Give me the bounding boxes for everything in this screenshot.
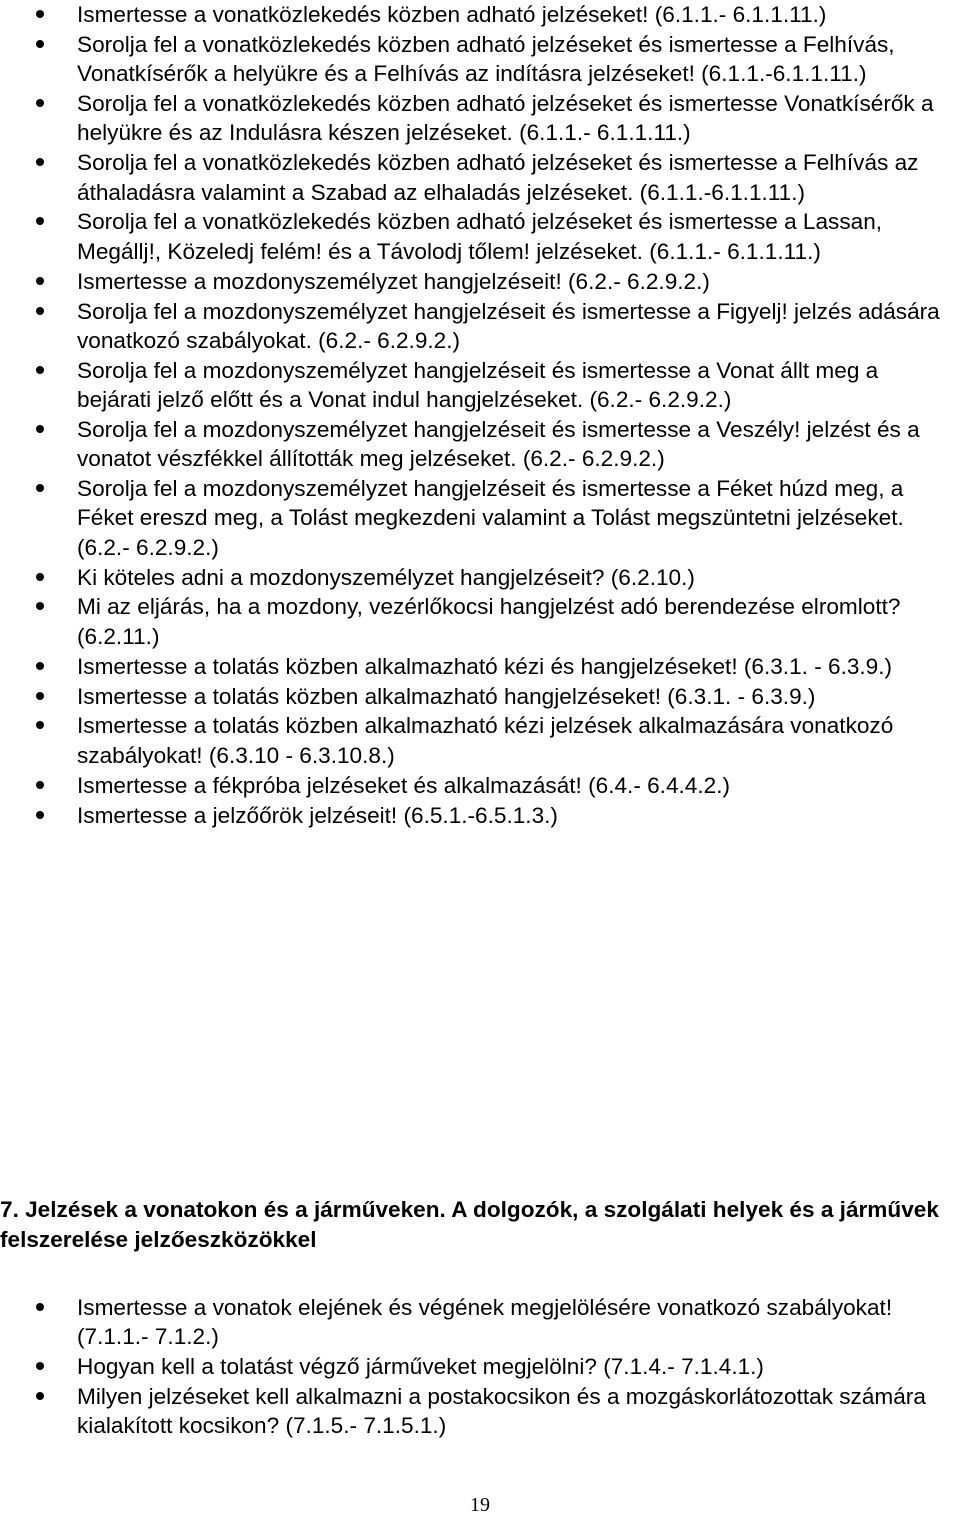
list-item-text: Ismertesse a vonatok elejének és végének megjelölésére vonatkozó szabályokat! (7.1.1.- 7.1.2.): [77, 1295, 893, 1350]
list-item-text: Sorolja fel a vonatközlekedés közben adható jelzéseket és ismertesse Vonatkísérők a helyükre és az Indulásra készen jelzéseket. (6.1.1.- 6.1.1.11.): [77, 91, 934, 146]
bullet-icon: [36, 307, 44, 315]
list-item: [0, 30, 960, 89]
list-item-text: Sorolja fel a vonatközlekedés közben adható jelzéseket és ismertesse a Lassan, Megállj!, Közeledj felém! és a Távolodj tőlem! jelzéseket. (6.1.1.- 6.1.1.11.): [77, 209, 883, 264]
bullet-icon: [36, 10, 44, 18]
bullet-icon: [36, 366, 44, 374]
bullet-icon: [36, 662, 44, 670]
bullet-icon: [36, 721, 44, 729]
bullet-icon: [36, 158, 44, 166]
list-item-text: Sorolja fel a vonatközlekedés közben adható jelzéseket és ismertesse a Felhívás, Vonatkísérők a helyükre és a Felhívás az indításra jelzéseket! (6.1.1.-6.1.1.11.): [77, 31, 895, 87]
list-item-text: Ismertesse a tolatás közben alkalmazható hangjelzéseket! (6.3.1. - 6.3.9.): [77, 683, 816, 709]
page-number: 19: [470, 1494, 490, 1516]
list-item: [0, 682, 960, 711]
list-item-text: Ismertesse a vonatközlekedés közben adható jelzéseket! (6.1.1.- 6.1.1.11.): [77, 2, 827, 27]
list-item: [0, 297, 960, 356]
list-item: [0, 356, 960, 415]
bullet-icon: [36, 1303, 44, 1311]
list-item: [0, 711, 960, 770]
question-list-section-7: [0, 1293, 960, 1441]
bullet-icon: [36, 1392, 44, 1400]
list-item-text: Ismertesse a mozdonyszemélyzet hangjelzéseit! (6.2.- 6.2.9.2.): [77, 268, 710, 294]
list-item: [0, 207, 960, 266]
list-item-text: Hogyan kell a tolatást végző járműveket megjelölni? (7.1.4.- 7.1.4.1.): [77, 1354, 764, 1380]
list-item-text: Sorolja fel a mozdonyszemélyzet hangjelzéseit és ismertesse a Féket húzd meg, a Féket ereszd meg, a Tolást megkezdeni valamint a Tolást megszüntetni jelzéseket. (6.2.- 6.2.9.2.): [77, 476, 904, 560]
list-item-text: Ismertesse a tolatás közben alkalmazható kézi jelzések alkalmazására vonatkozó szabályokat! (6.3.10 - 6.3.10.8.): [77, 713, 894, 768]
section-heading: 7. Jelzések a vonatokon és a járműveken. A dolgozók, a szolgálati helyek és a járművek felszerelése jelzőeszközökkel: [0, 1197, 939, 1252]
bullet-icon: [36, 811, 44, 819]
list-item: [0, 592, 960, 651]
list-item-text: Sorolja fel a vonatközlekedés közben adható jelzéseket és ismertesse a Felhívás az áthaladásra valamint a Szabad az elhaladás jelzéseket. (6.1.1.-6.1.1.11.): [77, 150, 919, 205]
bullet-icon: [36, 217, 44, 225]
list-item: [0, 267, 960, 296]
bullet-icon: [36, 573, 44, 581]
list-item: [0, 1293, 960, 1352]
bullet-icon: [36, 1362, 44, 1370]
list-item-text: Sorolja fel a mozdonyszemélyzet hangjelzéseit és ismertesse a Vonat állt meg a bejárati jelző előtt és a Vonat indul hangjelzéseket. (6.2.- 6.2.9.2.): [77, 357, 879, 413]
list-item-text: Ki köteles adni a mozdonyszemélyzet hangjelzéseit? (6.2.10.): [77, 564, 695, 590]
list-item: [0, 1382, 960, 1441]
list-item: [0, 771, 960, 800]
list-item: [0, 148, 960, 207]
list-item: [0, 89, 960, 148]
list-item: [0, 563, 960, 592]
bullet-icon: [36, 781, 44, 789]
bullet-icon: [36, 277, 44, 285]
list-item: [0, 652, 960, 681]
list-item-text: Ismertesse a fékpróba jelzéseket és alkalmazását! (6.4.- 6.4.4.2.): [77, 772, 731, 798]
list-item-text: Mi az eljárás, ha a mozdony, vezérlőkocsi hangjelzést adó berendezése elromlott? (6.2.11.): [77, 594, 901, 649]
list-item-text: Sorolja fel a mozdonyszemélyzet hangjelzéseit és ismertesse a Veszély! jelzést és a vonatot vészfékkel állították meg jelzéseket. (6.2.- 6.2.9.2.): [77, 416, 920, 472]
bullet-icon: [36, 484, 44, 492]
list-item: [0, 801, 960, 830]
bullet-icon: [36, 692, 44, 700]
list-item: [0, 0, 960, 29]
list-item-text: Ismertesse a tolatás közben alkalmazható kézi és hangjelzéseket! (6.3.1. - 6.3.9.): [77, 653, 893, 679]
list-item-text: Sorolja fel a mozdonyszemélyzet hangjelzéseit és ismertesse a Figyelj! jelzés adására vonatkozó szabályokat. (6.2.- 6.2.9.2.): [77, 298, 940, 353]
list-item: [0, 474, 960, 562]
bullet-icon: [36, 40, 44, 48]
list-item: [0, 1352, 960, 1381]
list-item-text: Milyen jelzéseket kell alkalmazni a postakocsikon és a mozgáskorlátozottak számára kialakított kocsikon? (7.1.5.- 7.1.5.1.): [77, 1384, 926, 1439]
bullet-icon: [36, 99, 44, 107]
list-item-text: Ismertesse a jelzőőrök jelzéseit! (6.5.1.-6.5.1.3.): [77, 802, 558, 828]
list-item: [0, 415, 960, 474]
bullet-icon: [36, 602, 44, 610]
bullet-icon: [36, 425, 44, 433]
